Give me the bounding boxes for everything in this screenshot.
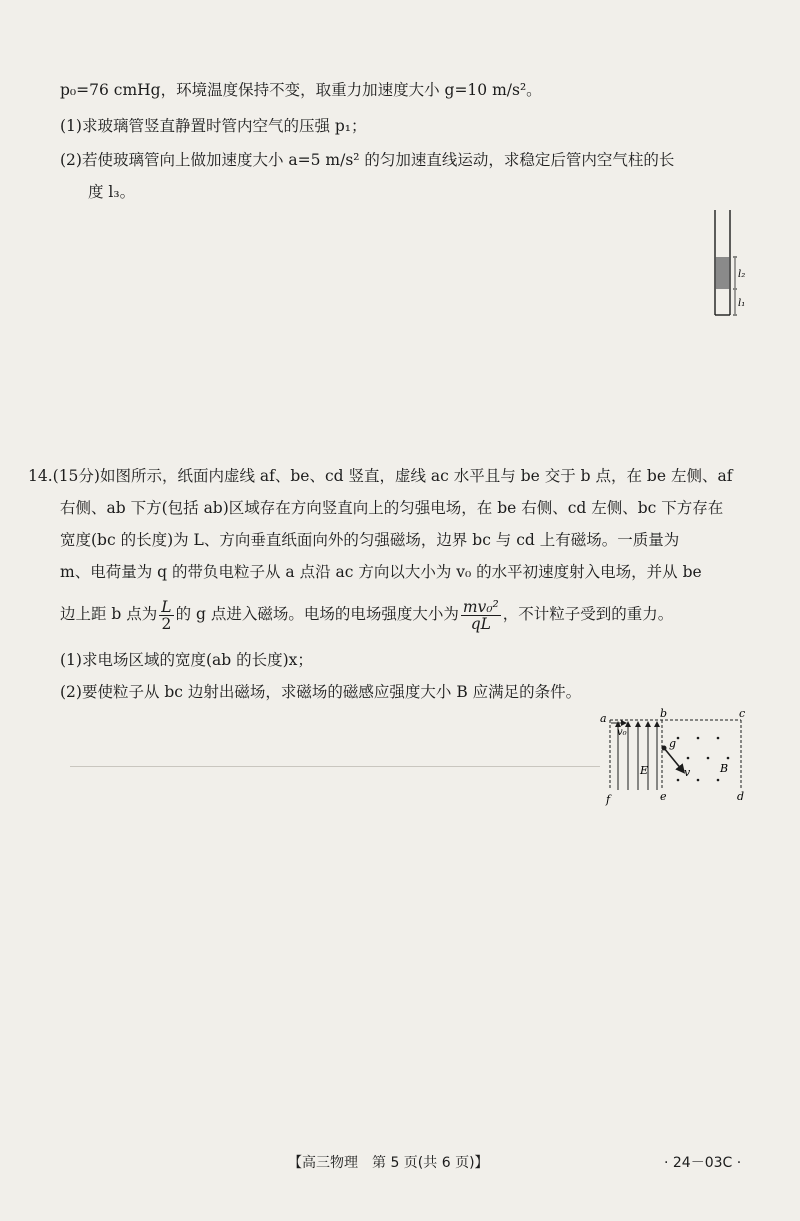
- q13-part2-line2: 度 l₃。: [88, 183, 136, 201]
- label-E: E: [640, 764, 649, 777]
- label-l2: l₂: [738, 269, 746, 280]
- label-l1: l₁: [738, 298, 746, 309]
- label-c: c: [739, 708, 746, 720]
- q14-line1: 14.(15分)如图所示，纸面内虚线 af、be、cd 竖直，虚线 ac 水平且与 be 交于 b 点，在 be 左侧、af: [28, 467, 733, 485]
- q14-line5-a: 边上距 b 点为: [60, 605, 158, 623]
- page-footer-code: · 24－03C ·: [664, 1155, 742, 1171]
- q14-line2: 右侧、ab 下方(包括 ab)区域存在方向竖直向上的匀强电场，在 be 右侧、cd 左侧、bc 下方存在: [60, 499, 724, 517]
- frac1-denominator: 2: [161, 614, 172, 633]
- frac2-numerator: mv₀²: [462, 597, 499, 616]
- q14-part1: (1)求电场区域的宽度(ab 的长度)x；: [60, 651, 313, 669]
- label-b: b: [660, 708, 668, 720]
- label-v: v: [684, 766, 691, 779]
- q13-conditions: p₀=76 cmHg，环境温度保持不变，取重力加速度大小 g=10 m/s²。: [60, 81, 542, 99]
- q14-line5-b: 的 g 点进入磁场。电场的电场强度大小为: [175, 605, 459, 623]
- q14-line3: 宽度(bc 的长度)为 L、方向垂直纸面向外的匀强磁场，边界 bc 与 cd 上有磁场。一质量为: [60, 531, 680, 549]
- label-d: d: [737, 790, 745, 803]
- page-footer-label: 【高三物理 第 5 页(共 6 页)】: [288, 1155, 489, 1171]
- label-B: B: [720, 762, 729, 775]
- frac1-numerator: L: [161, 597, 172, 616]
- label-g: g: [669, 737, 677, 750]
- label-a: a: [600, 712, 607, 725]
- q14-field-figure: [596, 708, 756, 808]
- scan-line: [70, 766, 600, 767]
- label-v0: v₀: [617, 727, 627, 738]
- fraction-field-strength: [461, 599, 501, 632]
- label-f: f: [606, 793, 611, 806]
- q14-line4: m、电荷量为 q 的带负电粒子从 a 点沿 ac 方向以大小为 v₀ 的水平初速度射入电场，并从 be: [60, 563, 702, 581]
- q14-part2: (2)要使粒子从 bc 边射出磁场，求磁场的磁感应强度大小 B 应满足的条件。: [60, 683, 582, 701]
- q13-tube-figure: [700, 205, 760, 320]
- fraction-L-over-2: [159, 599, 173, 632]
- frac2-denominator: qL: [470, 614, 491, 633]
- label-e: e: [660, 790, 667, 803]
- q14-line5: [60, 594, 673, 634]
- q13-part2-line1: (2)若使玻璃管向上做加速度大小 a=5 m/s² 的匀加速直线运动，求稳定后管内空气柱的长: [60, 151, 675, 169]
- q13-part1: (1)求玻璃管竖直静置时管内空气的压强 p₁；: [60, 117, 367, 135]
- mercury-column: [716, 257, 730, 289]
- q14-line5-c: ，不计粒子受到的重力。: [502, 605, 674, 623]
